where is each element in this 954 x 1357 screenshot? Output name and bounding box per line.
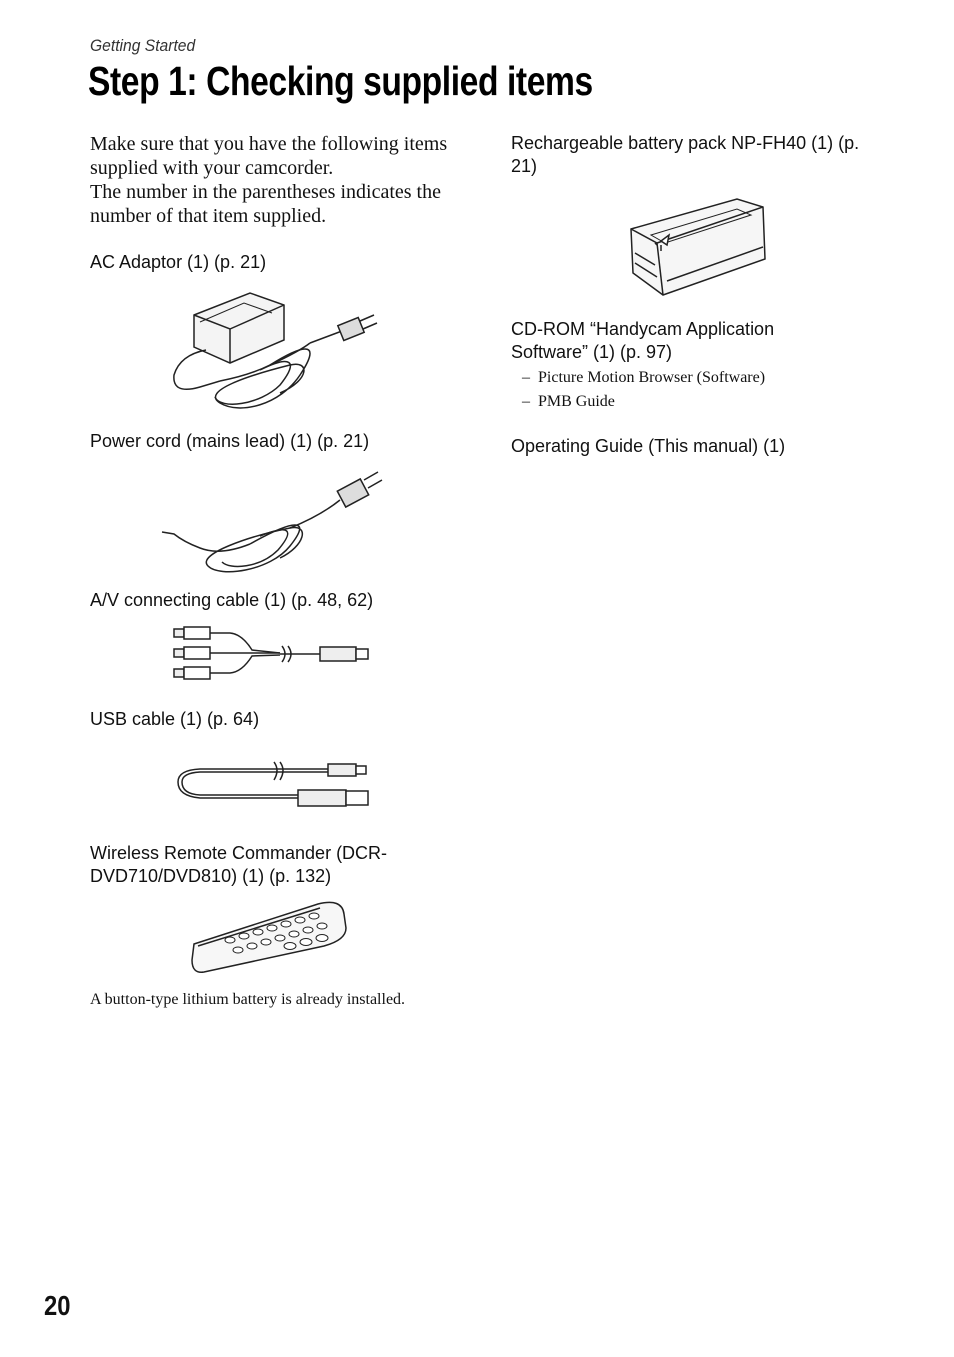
- page-title: Step 1: Checking supplied items: [88, 58, 593, 104]
- item-label-usb-cable: USB cable (1) (p. 64): [90, 709, 260, 729]
- item-label-operating-guide: Operating Guide (This manual) (1): [511, 436, 786, 456]
- battery-pack-icon: [625, 195, 770, 305]
- power-cord-icon: [160, 466, 400, 581]
- av-cable-icon: [170, 624, 380, 682]
- cd-rom-contents: [522, 366, 765, 414]
- ac-adaptor-icon: [160, 285, 400, 420]
- item-label-av-cable: A/V connecting cable (1) (p. 48, 62): [90, 590, 374, 610]
- cd-rom-item-guide: – PMB Guide: [522, 390, 765, 414]
- cd-rom-item-software: – Picture Motion Browser (Software): [522, 366, 765, 390]
- intro-line-1: Make sure that you have the following items supplied with your camcorder.: [90, 133, 448, 179]
- usb-cable-icon: [170, 750, 380, 812]
- page-number: 20: [44, 1290, 71, 1321]
- remote-battery-note: A button-type lithium battery is already installed.: [90, 991, 406, 1008]
- item-label-ac-adaptor: AC Adaptor (1) (p. 21): [90, 252, 267, 272]
- intro-line-2: The number in the parentheses indicates the number of that item supplied.: [90, 181, 441, 227]
- item-label-battery-pack: Rechargeable battery pack NP-FH40 (1) (p. 21): [511, 133, 860, 176]
- intro-paragraph: [90, 132, 470, 228]
- item-label-power-cord: Power cord (mains lead) (1) (p. 21): [90, 431, 370, 451]
- item-label-cd-rom: CD-ROM “Handycam Application Software” (1) (p. 97): [511, 319, 775, 362]
- section-label: Getting Started: [90, 36, 196, 55]
- remote-commander-icon: [190, 900, 350, 976]
- item-label-remote-commander: Wireless Remote Commander (DCR-DVD710/DVD810) (1) (p. 132): [90, 843, 388, 886]
